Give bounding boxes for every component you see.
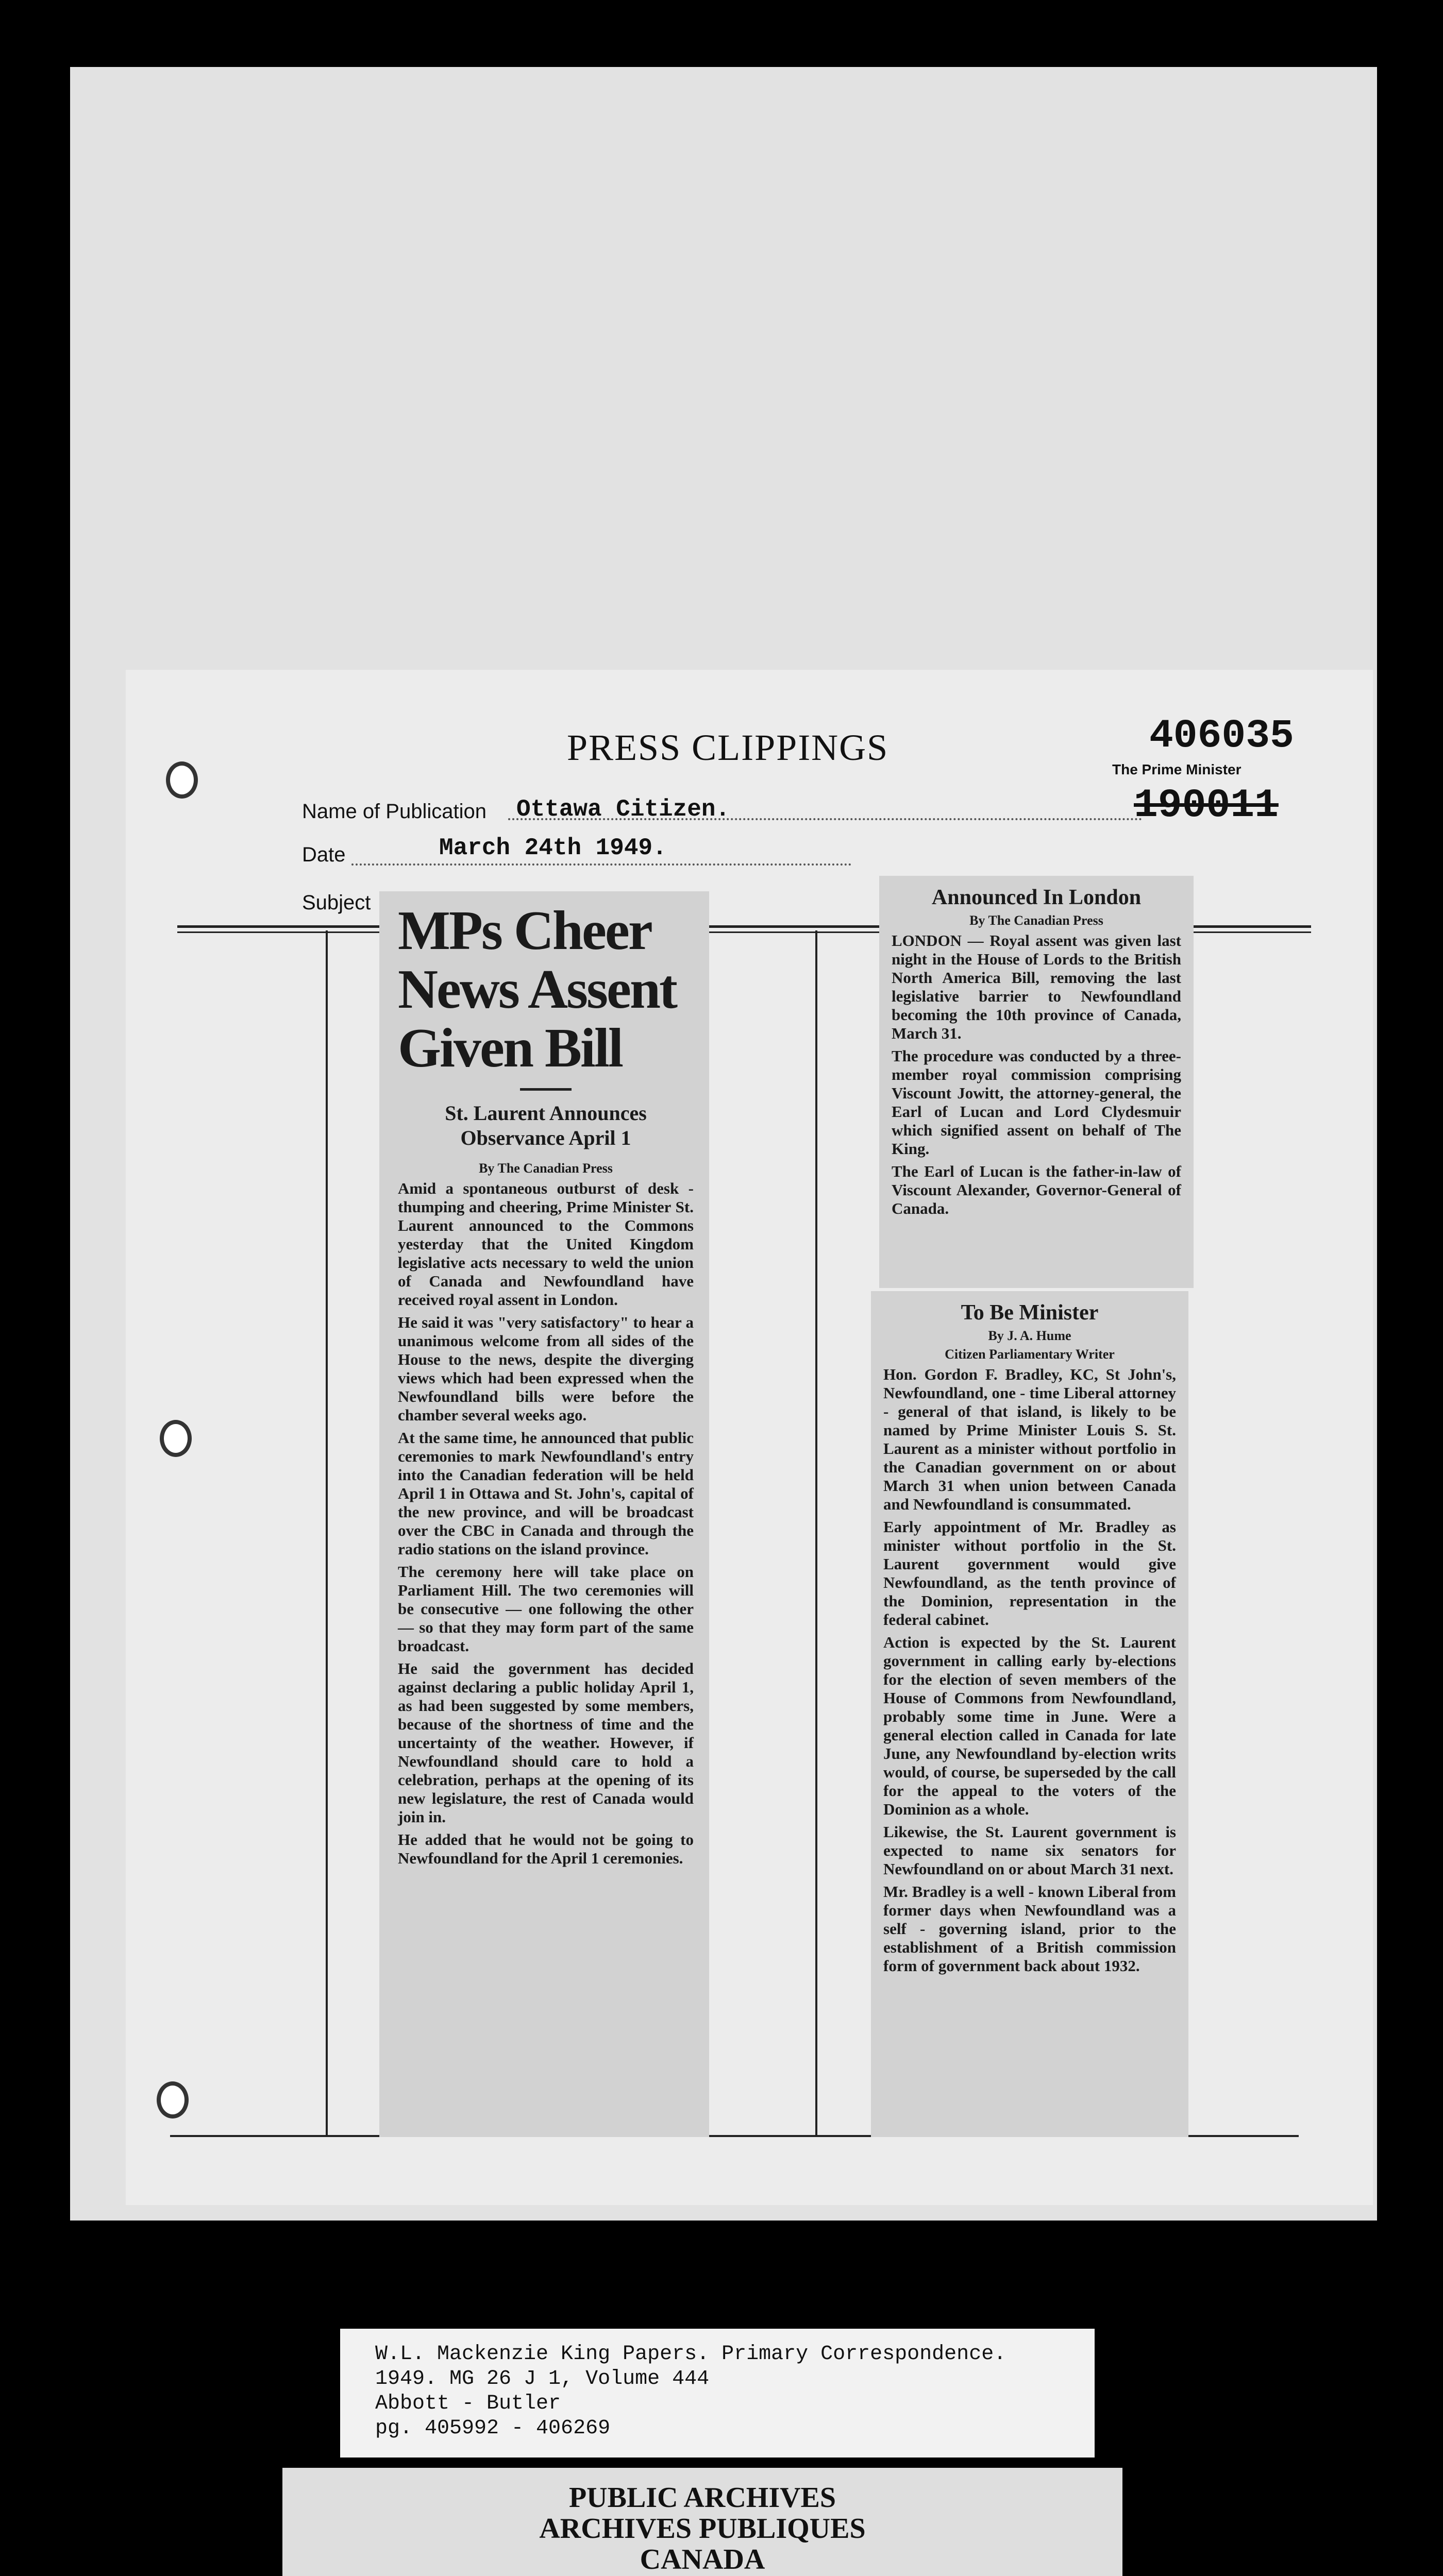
publication-value: Ottawa Citizen. <box>516 796 730 823</box>
stamp-line-1: PUBLIC ARCHIVES <box>568 2482 836 2514</box>
section-heading: To Be Minister <box>961 1301 1099 1325</box>
document-number-stamp: 406035 <box>1149 714 1294 759</box>
archive-line-4: pg. 405992 - 406269 <box>375 2417 611 2440</box>
punch-hole-middle <box>160 1420 192 1457</box>
paragraph: The Earl of Lucan is the father-in-law of Viscount Alexander, Governor-General of Canada. <box>892 1162 1181 1217</box>
paragraph: LONDON — Royal assent was given last night in the House of Lords to the British North America Bill, removing the last legislative barrier to Newfoundland becoming the 10th province of Canada, March 31. <box>892 931 1181 1042</box>
archive-reference-card <box>340 2329 1095 2458</box>
archive-line-3: Abbott - Butler <box>375 2392 561 2415</box>
section-byline: By The Canadian Press <box>969 913 1103 928</box>
paragraph: He said it was "very satisfactory" to hear a unanimous welcome from all sides of the House to the news, despite the diverging views which had been expressed when the Newfoundland bills were before the chamber several weeks ago. <box>398 1313 694 1424</box>
clipping-announced-in-london <box>879 876 1194 1288</box>
section-byline: By J. A. Hume <box>988 1328 1071 1343</box>
stamp-line-3: CANADA <box>640 2544 765 2575</box>
archive-line-1: W.L. Mackenzie King Papers. Primary Correspondence. <box>375 2343 1006 2366</box>
crossed-out-number: 190011 <box>1134 783 1279 828</box>
paragraph: The ceremony here will take place on Parliament Hill. The two ceremonies will be consecutive — one following the other — so that they may form part of the same broadcast. <box>398 1563 694 1655</box>
headline-divider <box>520 1088 572 1091</box>
clipping-main-article <box>379 891 709 2137</box>
date-value: March 24th 1949. <box>439 835 667 861</box>
paragraph: Amid a spontaneous outburst of desk - thumping and cheering, Prime Minister St. Laurent announced to the Commons yesterday that the United Kingdom legislative acts necessary to weld the union of Canada and Newfoundland have received royal assent in London. <box>398 1179 694 1309</box>
form-title: PRESS CLIPPINGS <box>567 727 889 768</box>
paragraph: The procedure was conducted by a three-member royal commission comprising Viscount Jowitt, the attorney-general, the Earl of Lucan and Lord Clydesmuir which signified assent on behalf of The King. <box>892 1047 1181 1158</box>
headline-line-1: MPs Cheer <box>398 900 651 961</box>
subject-label: Subject <box>302 891 371 914</box>
public-archives-stamp <box>282 2468 1122 2576</box>
headline-line-2: News Assent <box>398 959 677 1020</box>
date-dotted-line <box>351 863 851 866</box>
paragraph: Hon. Gordon F. Bradley, KC, St John's, Newfoundland, one - time Liberal attorney - general of that island, is likely to be named by Prime Minister Louis S. St. Laurent as a minister without portfolio in the Canadian government on or about March 31 when union between Canada and Newfoundland is consummated. <box>883 1365 1176 1513</box>
column-rule-left <box>326 930 328 2136</box>
punch-hole-top <box>166 761 198 799</box>
date-label: Date <box>302 843 346 866</box>
paragraph: He added that he would not be going to Newfoundland for the April 1 ceremonies. <box>398 1831 694 1867</box>
article-headline <box>398 902 694 1078</box>
column-rule-middle <box>815 930 817 2136</box>
paragraph: He said the government has decided against declaring a public holiday April 1, as had been suggested by some members, because of the shortness of time and the uncertainty of the weather. However, if Newfoundland should care to hold a celebration, perhaps at the opening of its new legislature, the rest of Canada would join in. <box>398 1659 694 1826</box>
paragraph: Early appointment of Mr. Bradley as minister without portfolio in the St. Laurent government would give Newfoundland, as the tenth province of the Dominion, representation in the federal cabinet. <box>883 1518 1176 1629</box>
office-label: The Prime Minister <box>1112 761 1241 777</box>
publication-label: Name of Publication <box>302 800 486 823</box>
clipping-to-be-minister <box>871 1291 1188 2137</box>
punch-hole-bottom <box>157 2081 189 2119</box>
section-byline-title: Citizen Parliamentary Writer <box>945 1347 1115 1362</box>
paragraph: Likewise, the St. Laurent government is expected to name six senators for Newfoundland on or about March 31 next. <box>883 1823 1176 1878</box>
stamp-line-2: ARCHIVES PUBLIQUES <box>539 2513 866 2545</box>
headline-line-3: Given Bill <box>398 1018 623 1079</box>
paragraph: Action is expected by the St. Laurent government in calling early by-elections for the election of seven members of the House of Commons from Newfoundland, probably some time in June. Were a general election called in Canada for late June, any Newfoundland by-election writs would, of course, be superseded by the call for the appeal to the voters of the Dominion as a whole. <box>883 1633 1176 1818</box>
archive-line-2: 1949. MG 26 J 1, Volume 444 <box>375 2367 710 2391</box>
paragraph: At the same time, he announced that public ceremonies to mark Newfoundland's entry into the Canadian federation will be held April 1 in Ottawa and St. John's, capital of the new province, and will be broadcast over the CBC in Canada and through the radio stations on the island province. <box>398 1429 694 1558</box>
article-byline: By The Canadian Press <box>479 1161 613 1176</box>
section-heading: Announced In London <box>931 886 1142 909</box>
paragraph: Mr. Bradley is a well - known Liberal from former days when Newfoundland was a self - governing island, prior to the establishment of a British commission form of government back about 1932. <box>883 1883 1176 1975</box>
article-subhead: St. Laurent Announces Observance April 1 <box>445 1101 647 1149</box>
